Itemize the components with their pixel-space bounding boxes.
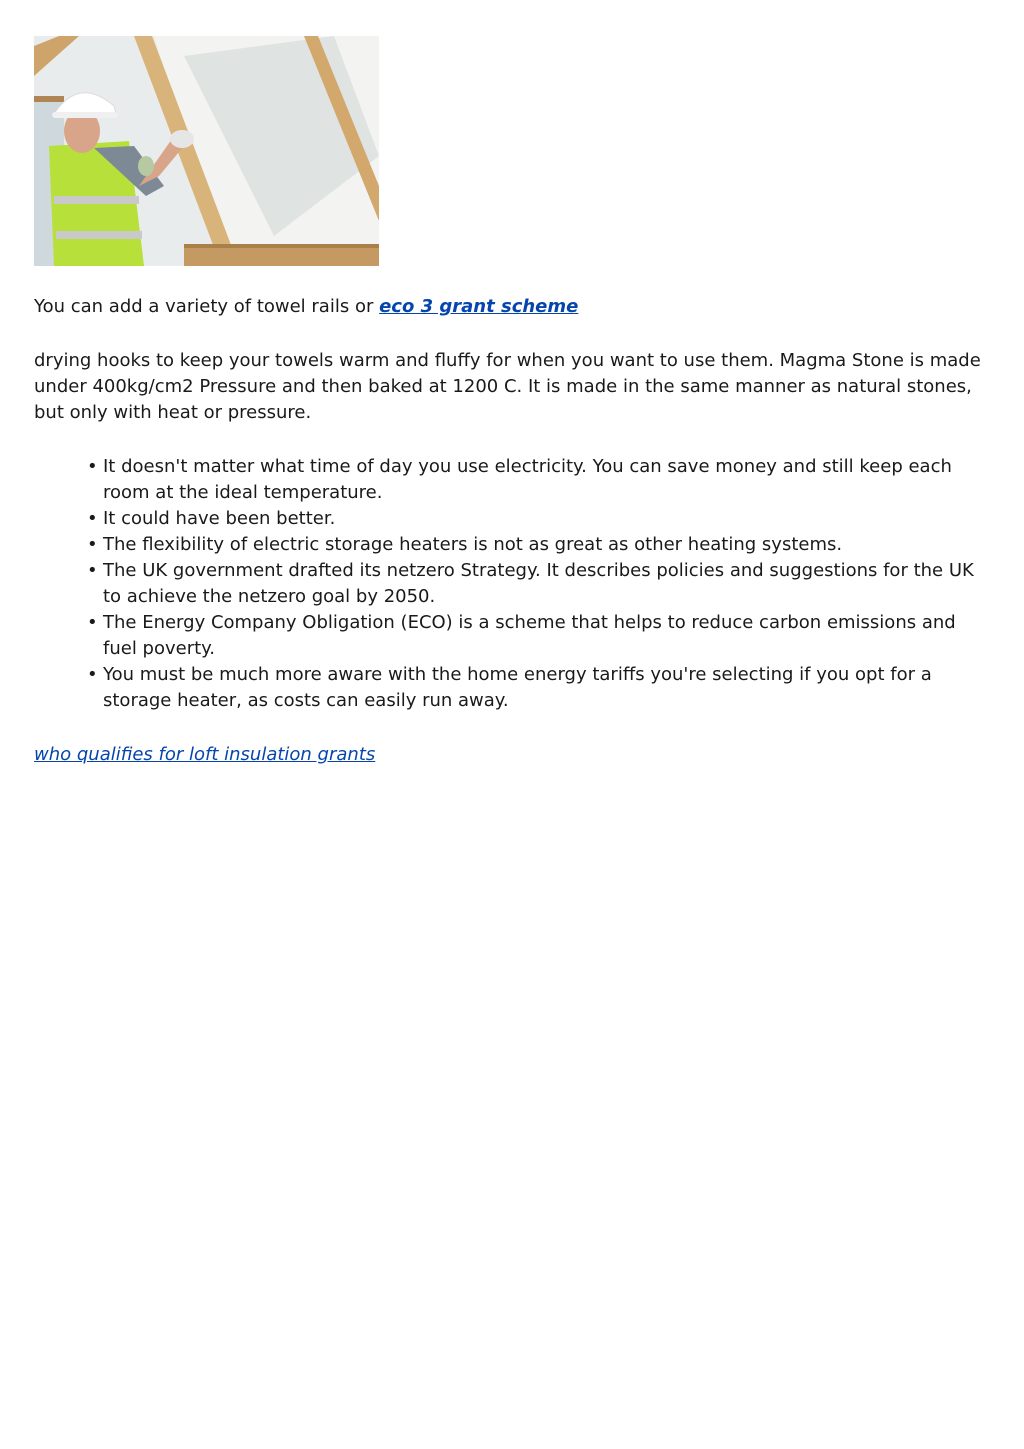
bullet-list xyxy=(34,454,994,714)
intro-text: You can add a variety of towel rails or xyxy=(34,296,380,317)
list-item: • You must be much more aware with the home energy tariffs you're selecting if you opt for a storage heater, as costs can easily run away. xyxy=(103,662,994,714)
list-item: • It doesn't matter what time of day you use electricity. You can save money and still keep each room at the ideal temperature. xyxy=(103,454,994,506)
eco-3-grant-scheme-link[interactable]: eco 3 grant scheme xyxy=(379,296,579,317)
loft-insulation-grants-link[interactable]: who qualifies for loft insulation grants xyxy=(34,744,376,765)
list-item: • The Energy Company Obligation (ECO) is a scheme that helps to reduce carbon emissions and fuel poverty. xyxy=(103,610,994,662)
list-item: • The flexibility of electric storage heaters is not as great as other heating systems. xyxy=(103,532,994,558)
footer-paragraph xyxy=(34,742,994,768)
body-paragraph: drying hooks to keep your towels warm and fluffy for when you want to use them. Magma Stone is made under 400kg/cm2 Pressure and then baked at 1200 C. It is made in the same manner as natural stones, but only with heat or pressure. xyxy=(34,350,981,423)
document-page xyxy=(34,36,994,768)
list-item: • The UK government drafted its netzero Strategy. It describes policies and suggestions for the UK to achieve the netzero goal by 2050. xyxy=(103,558,994,610)
list-item: • It could have been better. xyxy=(103,506,994,532)
loft-insulation-photo xyxy=(34,36,379,266)
intro-line xyxy=(34,294,994,320)
